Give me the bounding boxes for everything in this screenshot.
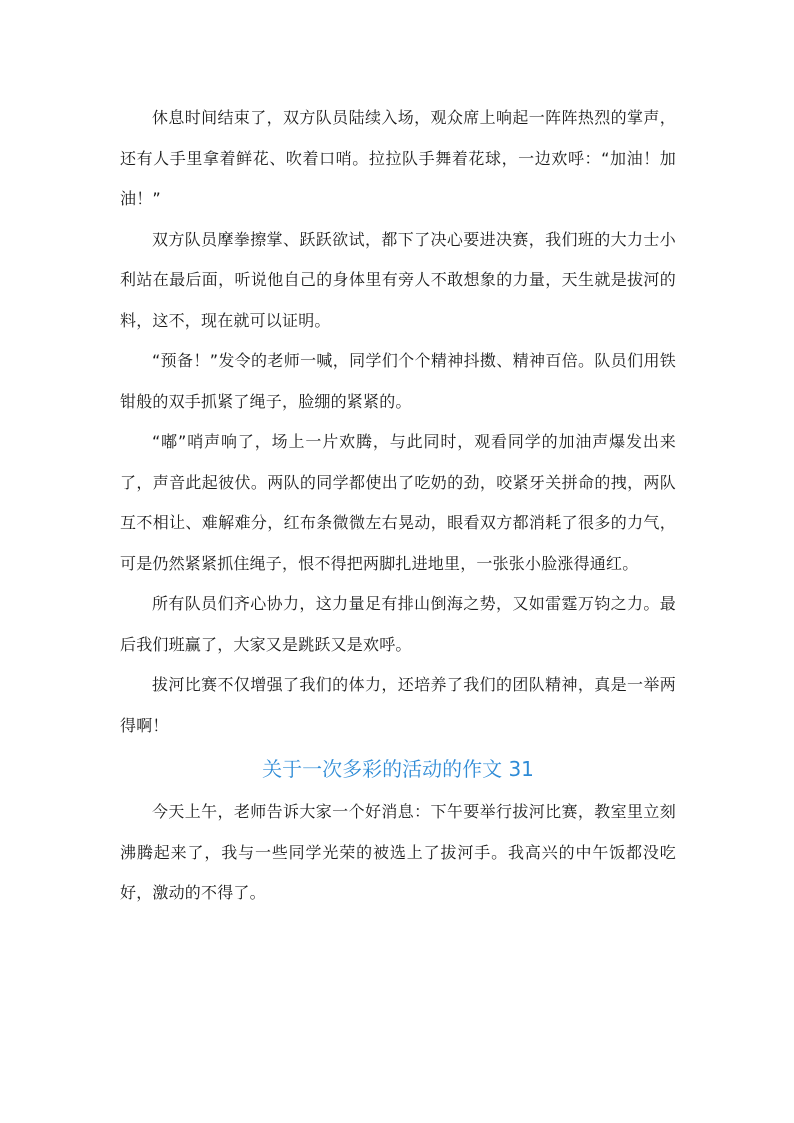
paragraph: 今天上午，老师告诉大家一个好消息：下午要举行拔河比赛，教室里立刻沸腾起来了，我与一些同学光荣的被选上了拔河手。我高兴的中午饭都没吃好，激动的不得了。 <box>120 802 676 902</box>
document-page <box>120 98 676 914</box>
section-heading: 关于一次多彩的活动的作文 31 <box>262 757 534 781</box>
paragraph: 所有队员们齐心协力，这力量足有排山倒海之势，又如雷霆万钧之力。最后我们班赢了，大家又是跳跃又是欢呼。 <box>120 594 676 654</box>
paragraph: 休息时间结束了，双方队员陆续入场，观众席上响起一阵阵热烈的掌声，还有人手里拿着鲜花、吹着口哨。拉拉队手舞着花球，一边欢呼：“加油！加油！” <box>120 108 676 208</box>
paragraph: 双方队员摩拳擦掌、跃跃欲试，都下了决心要进决赛，我们班的大力士小利站在最后面，听说他自己的身体里有旁人不敢想象的力量，天生就是拔河的料，这不，现在就可以证明。 <box>120 229 676 330</box>
paragraph: “预备！”发令的老师一喊，同学们个个精神抖擞、精神百倍。队员们用铁钳般的双手抓紧了绳子，脸绷的紧紧的。 <box>120 351 676 411</box>
paragraph: “嘟”哨声响了，场上一片欢腾，与此同时，观看同学的加油声爆发出来了，声音此起彼伏。两队的同学都使出了吃奶的劲，咬紧牙关拼命的拽，两队互不相让、难解难分，红布条微微左右晃动，眼看双方都消耗了很多的力气，可是仍然紧紧抓住绳子，恨不得把两脚扎进地里，一张张小脸涨得通红。 <box>120 432 676 573</box>
paragraph: 拔河比赛不仅增强了我们的体力，还培养了我们的团队精神，真是一举两得啊！ <box>120 675 676 735</box>
